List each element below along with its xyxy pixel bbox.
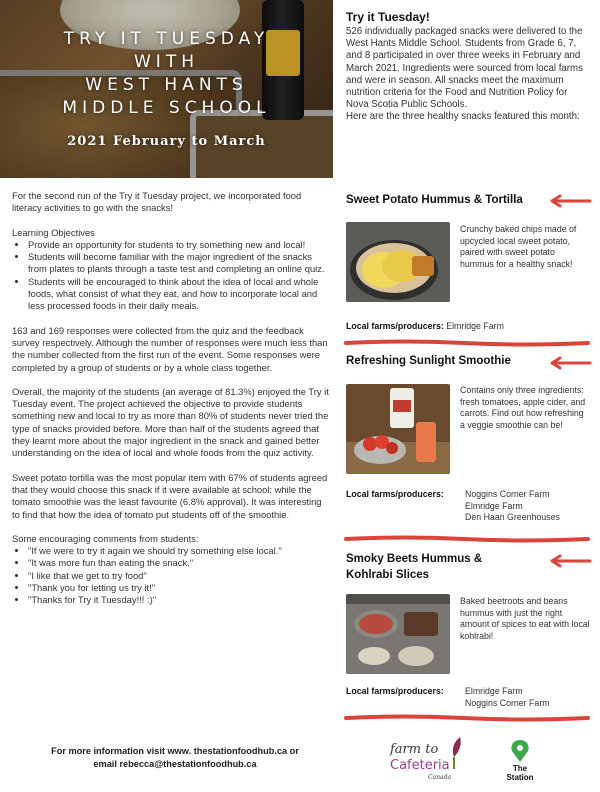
list-item: • "Thank you for letting us try it!" bbox=[28, 582, 330, 594]
overall-paragraph: Overall, the majority of the students (an average of 81.3%) enjoyed the Try it Tuesday event. The project achieved the objective to provide students something new and local to try as more than 80% of students never tried the type of snacks provided before. More than half of the students agreed that they learnt more about the major ingredient in the snack and gained better understanding on the idea of local and whole foods from the quiz activity. bbox=[12, 385, 329, 459]
logo-text: Station bbox=[506, 773, 534, 782]
footer-line: For more information visit www. thestationfoodhub.ca or bbox=[51, 746, 299, 756]
farms-line bbox=[346, 686, 444, 698]
list-item: • "I like that we get to try food" bbox=[28, 570, 330, 582]
farms-line bbox=[346, 321, 504, 333]
list-item: • Provide an opportunity for students to try something new and local! bbox=[28, 239, 330, 251]
intro-text: 526 individually packaged snacks were delivered to the West Hants Middle School. Students from Grade 6, 7, and 8 participated in over three weeks in February and March 2021. Ingredients were sourced from local farms and were in season. All snacks meet the maximum nutrition criteria for the Food and Nutrition Policy for Nova Scotia Public Schools. bbox=[346, 26, 583, 111]
farms-label: Local farms/producers: bbox=[346, 686, 444, 696]
snack-description: Crunchy baked chips made of upcycled local sweet potato, paired with sweet potato hummus for a healthy snack! bbox=[460, 224, 577, 269]
logo-text: The bbox=[512, 764, 528, 773]
list-item: • "Thanks for Try it Tuesday!!! :)" bbox=[28, 594, 330, 606]
hero-date: 2021 February to March bbox=[67, 134, 266, 149]
hero-photo bbox=[0, 0, 333, 178]
section-title: Try it Tuesday! bbox=[346, 10, 430, 24]
arrow-icon bbox=[548, 554, 592, 568]
hero-title: TRY IT TUESDAY WITH WEST HANTS MIDDLE SCHOOL bbox=[62, 29, 271, 118]
list-item: • "If we were to try it again we should try something else local." bbox=[28, 545, 330, 557]
objectives-list bbox=[12, 239, 330, 313]
comments-heading: Some encouraging comments from students: bbox=[12, 532, 199, 544]
farm-name: Noggins Corner Farm bbox=[465, 489, 550, 499]
left-column bbox=[12, 190, 330, 619]
snack-description: Contains only three ingredients: fresh tomatoes, apple cider, and carrots. Find out how refreshing a veggie smoothie can be! bbox=[460, 385, 586, 430]
farm-name: Elmridge Farm bbox=[465, 500, 523, 511]
snack-description: Baked beetroots and beans hummus with just the right amount of spices to eat with local kohlrabi! bbox=[460, 596, 590, 641]
divider bbox=[344, 714, 590, 722]
logo-text: farm to bbox=[390, 742, 439, 757]
farm-list bbox=[465, 686, 550, 709]
farm-list bbox=[465, 489, 560, 524]
snack-title: Refreshing Sunlight Smoothie bbox=[346, 355, 511, 367]
footer-contact bbox=[10, 745, 340, 771]
farm-to-cafeteria-logo bbox=[388, 735, 468, 783]
logo-text: Canada bbox=[428, 774, 452, 781]
farm-name: Elmridge Farm bbox=[446, 321, 504, 331]
popular-paragraph: Sweet potato tortilla was the most popular item with 67% of students agreed that they would choose this snack if it were available at school; while the tomato smoothie was the least favourite (6.8% approval). It was interesting to find that how the idea of tomato put students off of the smoothie. bbox=[12, 471, 328, 520]
divider bbox=[344, 535, 590, 543]
farm-name: Noggins Corner Farm bbox=[465, 697, 550, 708]
list-item: • "It was more fun than eating the snack." bbox=[28, 557, 330, 569]
the-station-logo bbox=[500, 738, 540, 782]
intro-paragraph: For the second run of the Try it Tuesday project, we incorporated food literacy activities to go with the snacks! bbox=[12, 190, 302, 214]
comments-list bbox=[12, 545, 330, 606]
logo-text: Cafeteria bbox=[390, 758, 450, 773]
farm-name: Elmridge Farm bbox=[465, 686, 523, 696]
farms-label: Local farms/producers: bbox=[346, 489, 444, 499]
list-item: • Students will become familiar with the major ingredient of the snacks from plates to plants through a taste test and completing an online quiz. bbox=[28, 251, 330, 276]
footer-email: email rebecca@thestationfoodhub.ca bbox=[93, 759, 257, 769]
right-intro bbox=[346, 10, 586, 124]
farm-name: Den Haan Greenhouses bbox=[465, 512, 560, 523]
snack-title: Sweet Potato Hummus & Tortilla bbox=[346, 194, 523, 206]
arrow-icon bbox=[548, 194, 592, 208]
arrow-icon bbox=[548, 356, 592, 370]
farms-label: Local farms/producers: bbox=[346, 321, 444, 331]
intro-lead: Here are the three healthy snacks featured this month: bbox=[346, 111, 580, 123]
sweet-potato-photo bbox=[346, 222, 450, 302]
objectives-heading: Learning Objectives bbox=[12, 226, 95, 238]
smoothie-photo bbox=[346, 384, 450, 474]
list-item: • Students will be encouraged to think about the idea of local and whole foods, what consist of what they eat, and how to incorporate local and less processed foods in their daily meals. bbox=[28, 276, 330, 313]
farms-line bbox=[346, 489, 444, 501]
snack-title: Smoky Beets Hummus & Kohlrabi Slices bbox=[346, 553, 483, 581]
responses-paragraph: 163 and 169 responses were collected from the quiz and the feedback survey respectively. Although the number of responses were much less than the number collected from the first run of the event. Some responses were completed by a group of students or by a whole class together. bbox=[12, 324, 328, 373]
divider bbox=[344, 339, 590, 347]
beets-photo bbox=[346, 594, 450, 674]
